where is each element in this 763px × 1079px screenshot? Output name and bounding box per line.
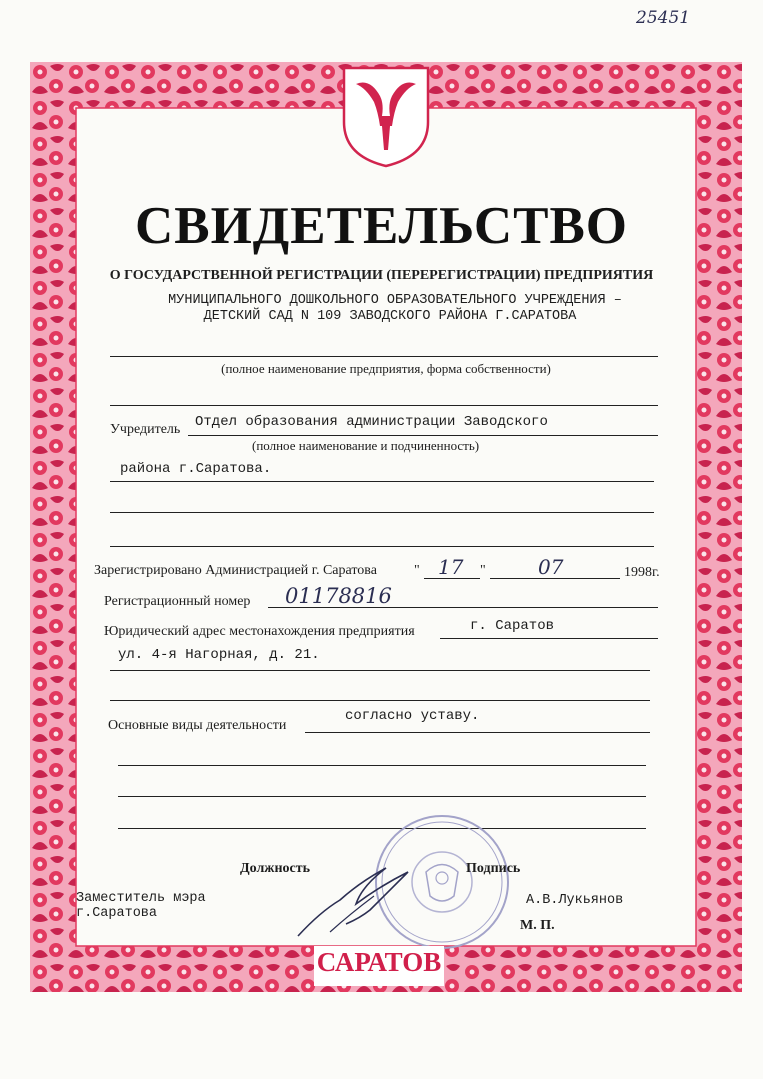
- signature-icon: [290, 852, 430, 942]
- page-title: СВИДЕТЕЛЬСТВО: [134, 197, 629, 255]
- address-value-2: ул. 4-я Нагорная, д. 21.: [118, 647, 320, 663]
- registration-day: 17: [438, 555, 464, 579]
- address-value-1: г. Саратов: [470, 618, 555, 634]
- registration-number-label: Регистрационный номер: [104, 594, 251, 609]
- activity-label: Основные виды деятельности: [108, 718, 287, 733]
- position-label: Должность: [240, 861, 311, 876]
- signer-name: А.В.Лукьянов: [526, 893, 624, 908]
- position-value-2: г.Саратова: [76, 906, 158, 921]
- founder-label: Учредитель: [110, 422, 181, 437]
- subtitle: О ГОСУДАРСТВЕННОЙ РЕГИСТРАЦИИ (ПЕРЕРЕГИСТРАЦИИ) ПРЕДПРИЯТИЯ: [109, 268, 654, 283]
- position-value-1: Заместитель мэра: [76, 891, 206, 906]
- founder-caption: (полное наименование и подчиненность): [252, 438, 480, 453]
- registered-label: Зарегистрировано Администрацией г. Саратова: [94, 563, 377, 578]
- enterprise-caption: (полное наименование предприятия, форма собственности): [221, 361, 551, 376]
- enterprise-name-line-1: МУНИЦИПАЛЬНОГО ДОШКОЛЬНОГО ОБРАЗОВАТЕЛЬНОГО УЧРЕЖДЕНИЯ –: [168, 293, 622, 308]
- registration-year: 1998г.: [624, 565, 660, 580]
- enterprise-name-line-2: ДЕТСКИЙ САД N 109 ЗАВОДСКОГО РАЙОНА Г.САРАТОВА: [203, 309, 577, 324]
- quote-open: ": [414, 563, 420, 578]
- city-name: САРАТОВ: [316, 947, 442, 977]
- founder-value-1: Отдел образования администрации Заводского: [195, 414, 548, 430]
- activity-value: согласно уставу.: [345, 708, 480, 724]
- signature-label: Подпись: [466, 861, 521, 876]
- coat-of-arms-icon: [340, 64, 432, 168]
- registration-number-value: 01178816: [285, 584, 392, 608]
- address-label: Юридический адрес местонахождения предприятия: [104, 624, 415, 639]
- quote-close: ": [480, 563, 486, 578]
- mp-label: М. П.: [520, 918, 555, 933]
- corner-note: 25451: [636, 8, 691, 28]
- registration-month: 07: [538, 555, 564, 579]
- founder-value-2: района г.Саратова.: [120, 461, 272, 477]
